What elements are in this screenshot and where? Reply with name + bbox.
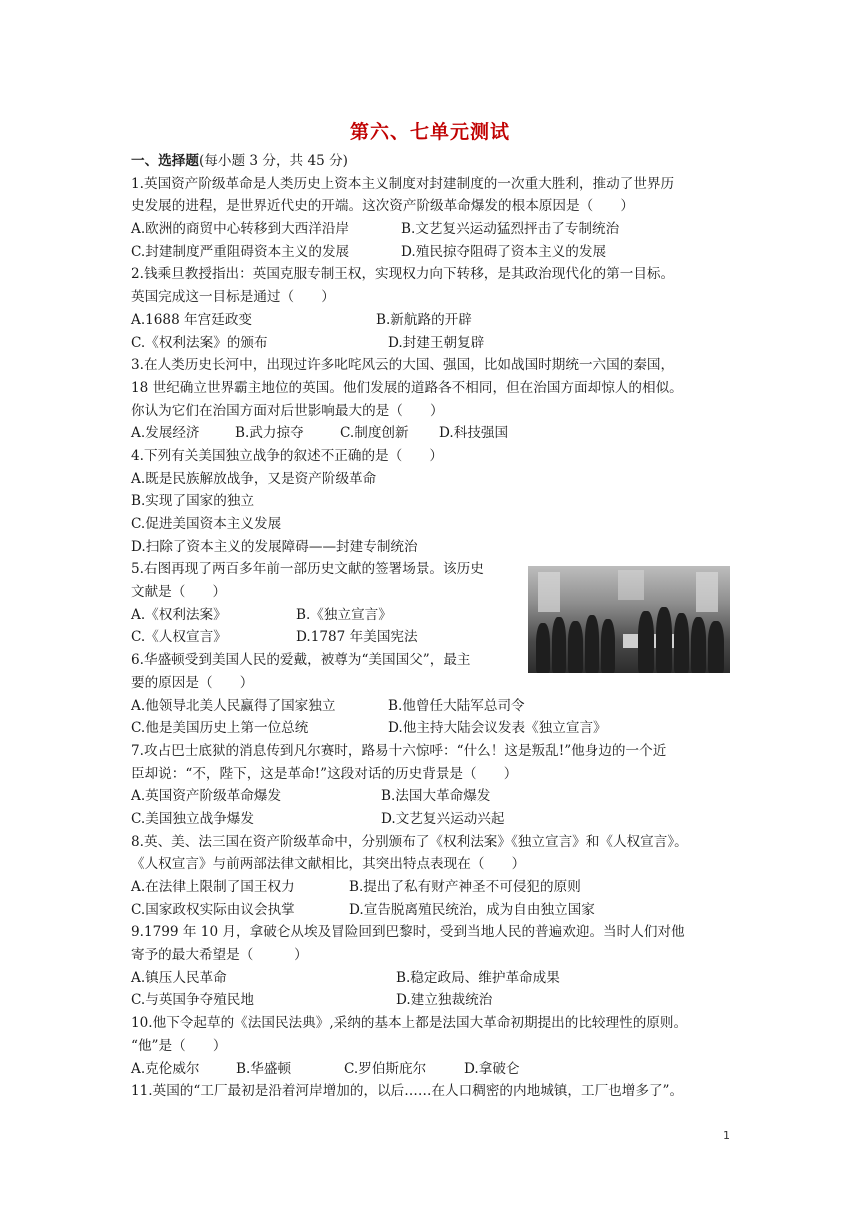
option-c: C.国家政权实际由议会执掌 xyxy=(131,901,295,918)
question-3-line-3: 你认为它们在治国方面对后世影响最大的是（ ） xyxy=(131,402,444,419)
question-7-line-1: 7.攻占巴士底狱的消息传到凡尔赛时，路易十六惊呼：“什么！这是叛乱!”他身边的一个近 xyxy=(131,742,667,759)
option-c: C.罗伯斯庇尔 xyxy=(344,1060,427,1077)
option-d: D.建立独裁统治 xyxy=(396,992,493,1009)
option-a: A.在法律上限制了国王权力 xyxy=(131,879,295,895)
question-10-options xyxy=(131,1058,731,1081)
question-2-line-1: 2.钱乘旦教授指出：英国克服专制王权，实现权力向下转移，是其政治现代化的第一目标。 xyxy=(131,266,675,283)
option-b: B.新航路的开辟 xyxy=(376,311,472,328)
question-3-line-2: 18 世纪确立世界霸主地位的英国。他们发展的道路各不相同，但在治国方面却惊人的相似。 xyxy=(131,379,683,396)
option-b: B.稳定政局、维护革命成果 xyxy=(396,969,560,986)
option-d: D.宣告脱离殖民统治，成为自由独立国家 xyxy=(349,901,595,918)
option-a: A.欧洲的商贸中心转移到大西洋沿岸 xyxy=(131,221,350,238)
option-a: A.克伦威尔 xyxy=(131,1060,200,1077)
question-5-line-1: 5.右图再现了两百多年前一部历史文献的签署场景。该历史 xyxy=(131,561,484,578)
option-a: A.镇压人民革命 xyxy=(131,969,227,986)
option-d: D.拿破仑 xyxy=(464,1060,520,1077)
question-10-line-1: 10.他下令起草的《法国民法典》,采纳的基本上都是法国大革命初期提出的比较理性的原则。 xyxy=(131,1015,688,1032)
option-a: A.既是民族解放战争，又是资产阶级革命 xyxy=(131,470,377,487)
option-c: C.《人权宣言》 xyxy=(131,629,227,646)
option-b: B.华盛顿 xyxy=(236,1060,292,1077)
question-9-options-row-1 xyxy=(131,967,731,990)
question-2-line-2: 英国完成这一目标是通过（ ） xyxy=(131,289,335,306)
option-d: D.文艺复兴运动兴起 xyxy=(381,810,505,827)
option-b: B.文艺复兴运动猛烈抨击了专制统治 xyxy=(401,221,620,238)
option-d: D.封建王朝复辟 xyxy=(388,334,485,351)
question-5-line-2: 文献是（ ） xyxy=(131,584,227,601)
option-a: A.他领导北美人民赢得了国家独立 xyxy=(131,697,336,714)
question-7-options-row-2 xyxy=(131,808,731,831)
question-3-options xyxy=(131,422,731,445)
option-c: C.与英国争夺殖民地 xyxy=(131,992,254,1009)
option-c: C.促进美国资本主义发展 xyxy=(131,516,282,532)
option-d: D.扫除了资本主义的发展障碍——封建专制统治 xyxy=(131,538,418,555)
question-1-options-row-2 xyxy=(131,241,731,264)
question-6-line-1: 6.华盛顿受到美国人民的爱戴，被尊为“美国国父”，最主 xyxy=(131,652,471,669)
section-title: 一、选择题 xyxy=(131,153,199,169)
option-a: A.《权利法案》 xyxy=(131,606,227,623)
signing-scene-image xyxy=(528,566,730,673)
question-8-options-row-1 xyxy=(131,876,731,899)
page-title: 第六、七单元测试 xyxy=(349,121,510,143)
option-c: C.《权利法案》的颁布 xyxy=(131,334,268,351)
option-a: A.1688 年宫廷政变 xyxy=(131,311,253,328)
question-10-line-2: “他”是（ ） xyxy=(131,1037,227,1054)
question-9-line-2: 寄予的最大希望是（ ） xyxy=(131,947,308,964)
option-c: C.制度创新 xyxy=(340,425,409,442)
option-c: C.封建制度严重阻碍资本主义的发展 xyxy=(131,243,350,260)
question-3-line-1: 3.在人类历史长河中，出现过许多叱咤风云的大国、强国，比如战国时期统一六国的秦国， xyxy=(131,357,675,374)
question-9-options-row-2 xyxy=(131,989,731,1012)
question-11-line-1: 11.英国的“工厂最初是沿着河岸增加的，以后……在人口稠密的内地城镇，工厂也增多了”。 xyxy=(131,1083,684,1100)
option-b: B.武力掠夺 xyxy=(235,425,304,442)
question-7-options-row-1 xyxy=(131,785,731,808)
question-8-options-row-2 xyxy=(131,899,731,922)
section-note: (每小题 3 分，共 45 分) xyxy=(198,153,348,169)
page-number: 1 xyxy=(723,1129,730,1142)
question-2-options-row-1 xyxy=(131,309,731,332)
option-b: B.法国大革命爆发 xyxy=(381,788,491,805)
option-d: D.殖民掠夺阻碍了资本主义的发展 xyxy=(401,243,607,260)
option-b: B.《独立宣言》 xyxy=(296,606,392,623)
section-heading xyxy=(131,150,731,173)
question-8-line-2: 《人权宣言》与前两部法律文献相比，其突出特点表现在（ ） xyxy=(131,856,526,873)
question-8-line-1: 8.英、美、法三国在资产阶级革命中，分别颁布了《权利法案》《独立宣言》和《人权宣言》。 xyxy=(131,833,688,850)
option-c: C.他是美国历史上第一位总统 xyxy=(131,720,309,737)
question-1-line-1: 1.英国资产阶级革命是人类历史上资本主义制度对封建制度的一次重大胜利，推动了世界历 xyxy=(131,175,675,192)
question-4-line-1: 4.下列有关美国独立战争的叙述不正确的是（ ） xyxy=(131,447,444,464)
option-b: B.提出了私有财产神圣不可侵犯的原则 xyxy=(349,879,581,895)
option-a: A.英国资产阶级革命爆发 xyxy=(131,788,282,805)
question-6-options-row-2 xyxy=(131,717,731,740)
option-d: D.科技强国 xyxy=(439,425,509,442)
question-6-line-2: 要的原因是（ ） xyxy=(131,674,254,691)
option-b: B.他曾任大陆军总司令 xyxy=(388,697,525,714)
question-9-line-1: 9.1799 年 10 月，拿破仑从埃及冒险回到巴黎时，受到当地人民的普遍欢迎。当时人们对他 xyxy=(131,924,685,941)
option-c: C.美国独立战争爆发 xyxy=(131,810,254,827)
question-2-options-row-2 xyxy=(131,332,731,355)
option-d: D.他主持大陆会议发表《独立宣言》 xyxy=(388,720,607,737)
question-7-line-2: 臣却说：“不，陛下，这是革命!”这段对话的历史背景是（ ） xyxy=(131,765,518,782)
option-a: A.发展经济 xyxy=(131,425,200,442)
question-1-line-2: 史发展的进程，是世界近代史的开端。这次资产阶级革命爆发的根本原因是（ ） xyxy=(131,198,634,215)
option-d: D.1787 年美国宪法 xyxy=(296,629,418,646)
question-1-options-row-1 xyxy=(131,218,731,241)
question-6-options-row-1 xyxy=(131,695,731,718)
option-b: B.实现了国家的独立 xyxy=(131,493,255,510)
